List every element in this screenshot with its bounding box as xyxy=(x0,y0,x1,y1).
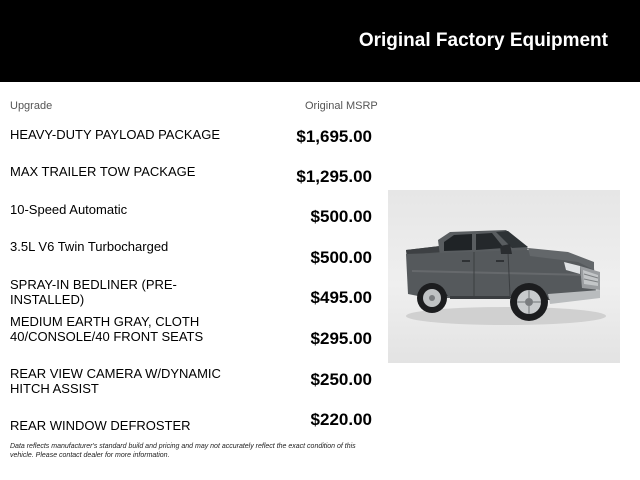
equipment-price: $500.00 xyxy=(310,248,372,267)
upgrade-column-header: Upgrade xyxy=(10,100,53,112)
equipment-name: REAR VIEW CAMERA W/DYNAMIC HITCH ASSIST xyxy=(10,366,221,396)
header-bar xyxy=(0,0,640,82)
page-title: Original Factory Equipment xyxy=(358,30,608,51)
pickup-truck-photo xyxy=(388,190,620,363)
equipment-price: $495.00 xyxy=(310,288,372,307)
vehicle-photo xyxy=(388,190,620,363)
equipment-name: SPRAY-IN BEDLINER (PRE-INSTALLED) xyxy=(10,277,177,307)
equipment-name: 3.5L V6 Twin Turbocharged xyxy=(10,239,169,254)
equipment-price: $1,695.00 xyxy=(296,127,372,146)
equipment-price: $500.00 xyxy=(310,207,372,226)
equipment-name: 10-Speed Automatic xyxy=(10,202,128,217)
disclaimer-text: Data reflects manufacturer's standard build and pricing and may not accurately reflect the exact condition of this vehicle. Please contact dealer for more information. xyxy=(10,443,356,459)
equipment-price: $250.00 xyxy=(310,370,372,389)
equipment-name: MEDIUM EARTH GRAY, CLOTH 40/CONSOLE/40 FRONT SEATS xyxy=(10,314,204,344)
equipment-price: $1,295.00 xyxy=(296,167,372,186)
msrp-column-header: Original MSRP xyxy=(305,100,378,112)
equipment-name: HEAVY-DUTY PAYLOAD PACKAGE xyxy=(10,127,220,142)
equipment-name: REAR WINDOW DEFROSTER xyxy=(10,418,191,433)
equipment-name: MAX TRAILER TOW PACKAGE xyxy=(10,164,196,179)
equipment-price: $220.00 xyxy=(310,410,372,429)
equipment-price: $295.00 xyxy=(310,329,372,348)
